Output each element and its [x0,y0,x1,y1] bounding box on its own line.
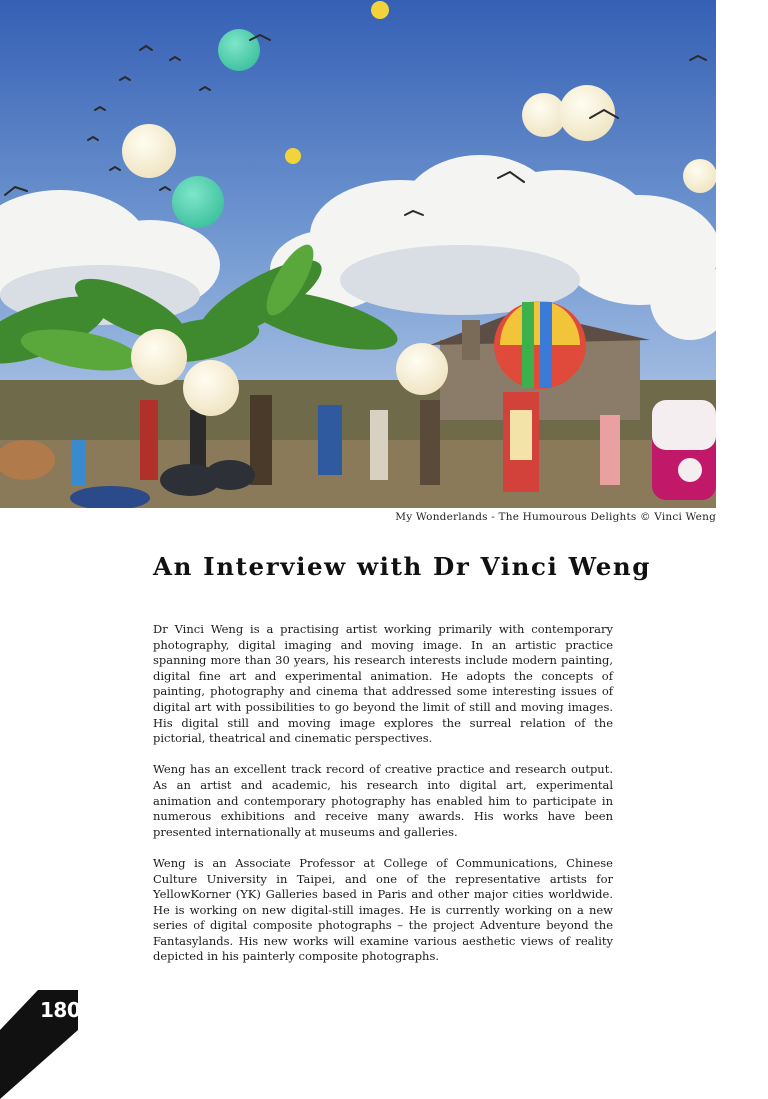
paragraph-3: Weng is an Associate Professor at College of Communications, Chinese Culture University in Taipei, and one of the representative artists for YellowKorner (YK) Galleries based in Paris and other major cities worldwide. He is working on new digital-still images. He is currently working on a new series of digital composite photographs – the project Adventure beyond the Fantasylands. His new works will examine various aesthetic views of reality depicted in his painterly composite photographs. [153,855,613,964]
artwork-image [0,0,716,508]
paragraph-2: Weng has an excellent track record of creative practice and research output. As an artist and academic, his research into digital art, experimental animation and contemporary photography has enabled him to participate in numerous exhibitions and receive many awards. His works have been presented internationally at museums and galleries. [153,762,613,839]
page-number: 180 [40,998,81,1022]
paragraph-1: Dr Vinci Weng is a practising artist working primarily with contemporary photography, digital imaging and moving image. In an artistic practice spanning more than 30 years, his research interests include modern painting, digital fine art and experimental animation. He adopts the concepts of painting, photography and cinema that addressed some interesting issues of digital art with possibilities to go beyond the limit of still and moving images. His digital still and moving image explores the surreal relation of the pictorial, theatrical and cinematic perspectives. [153,622,613,746]
image-caption: My Wonderlands - The Humourous Delights © Vinci Weng [395,511,716,523]
article-body [153,622,613,981]
article-title: An Interview with Dr Vinci Weng [153,552,652,581]
